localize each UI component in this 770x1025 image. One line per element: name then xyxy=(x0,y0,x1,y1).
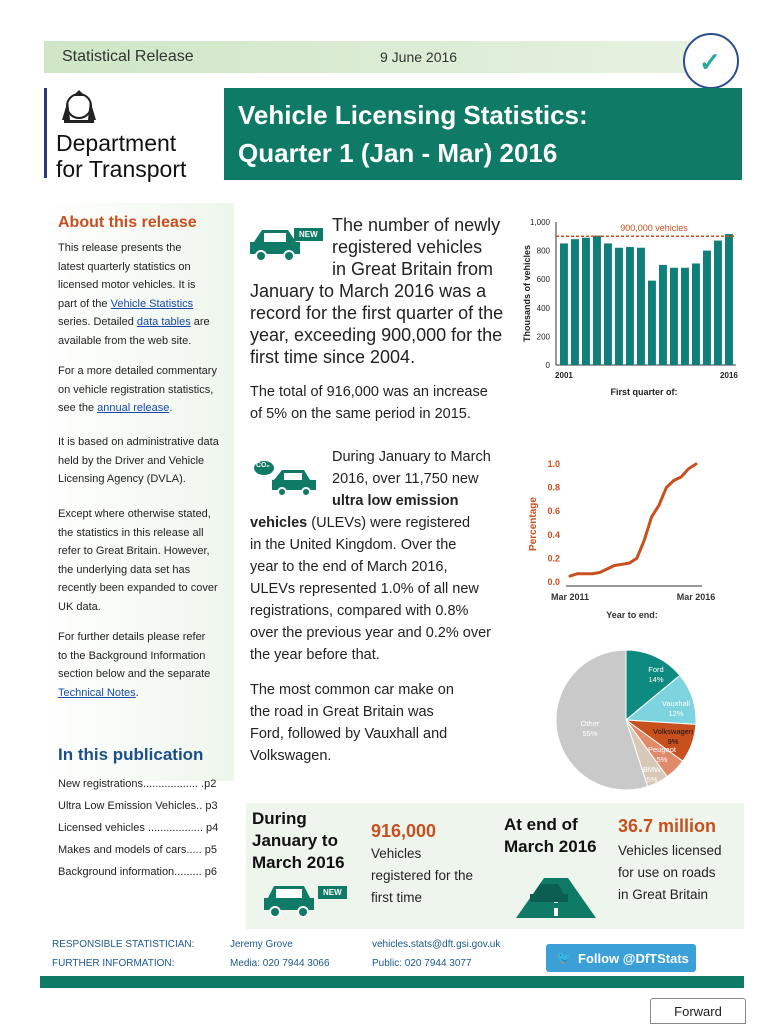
responsible-label: RESPONSIBLE STATISTICIAN: xyxy=(52,939,195,950)
intro-lines-short: The number of newly registered vehicles in Great Britain from xyxy=(332,215,501,279)
national-statistics-logo: ✓ xyxy=(683,33,739,89)
registrations-bar-chart xyxy=(516,208,744,408)
car-icon xyxy=(262,880,318,920)
annual-release-link[interactable]: annual release xyxy=(97,402,170,414)
ulev-line-chart xyxy=(520,452,720,627)
about-paragraph-1: This release presents the latest quarterly statistics on licensed motor vehicles. It is part of the Vehicle Statistics series. Detailed data tables are available from the web site. xyxy=(58,242,210,347)
x-tick-label: 2016 xyxy=(720,371,738,380)
dept-divider xyxy=(44,88,47,178)
reference-label: 900,000 vehicles xyxy=(620,223,688,233)
slice-value-label: 12% xyxy=(668,709,684,718)
y-tick-label: 1.0 xyxy=(547,459,560,469)
car-make-pie-chart xyxy=(548,648,744,796)
media-phone: Media: 020 7944 3066 xyxy=(230,958,330,969)
bar xyxy=(593,236,601,365)
co2-label: CO₂ xyxy=(256,462,270,469)
bar xyxy=(670,268,678,365)
y-tick-label: 0 xyxy=(545,361,550,370)
y-tick-label: 1,000 xyxy=(529,218,550,227)
department-name: Department for Transport xyxy=(56,130,187,182)
bar xyxy=(725,234,733,365)
slice-value-label: 5% xyxy=(656,755,668,764)
x-tick-label: Mar 2016 xyxy=(676,592,716,602)
x-tick-label: Mar 2011 xyxy=(550,592,590,602)
new-badge: NEW xyxy=(294,228,323,241)
bar xyxy=(560,243,568,365)
slice-label: Ford xyxy=(648,665,664,674)
bar xyxy=(692,263,700,365)
ulev-paragraph-top: During January to March 2016, over 11,750 new ultra low emission xyxy=(332,449,491,509)
intro-lines-full: January to March 2016 was a record for the first quarter of the year, exceeding 900,000 for the first time since 2004. xyxy=(250,281,504,367)
summary-left-number: 916,000 xyxy=(371,821,437,841)
bar xyxy=(659,265,667,365)
bar xyxy=(626,247,634,365)
y-tick-label: 800 xyxy=(536,246,550,256)
slice-label: Vauxhall xyxy=(661,699,691,708)
y-tick-label: 600 xyxy=(536,275,550,285)
slice-value-label: 5% xyxy=(646,775,658,784)
summary-right-text: Vehicles licensed for use on roads in Great Britain xyxy=(618,843,722,902)
public-phone: Public: 020 7944 3077 xyxy=(372,958,472,969)
title-line-2: Quarter 1 (Jan - Mar) 2016 xyxy=(238,138,558,168)
summary-left-text: Vehicles registered for the first time xyxy=(371,846,474,905)
toc-item[interactable]: Makes and models of cars..... p5 xyxy=(58,844,217,856)
toc-item[interactable]: New registrations.................. .p2 xyxy=(58,778,217,790)
about-paragraph-3: It is based on administrative data held by the Driver and Vehicle Licensing Agency (DVLA). xyxy=(58,436,219,485)
y-tick-label: 0.4 xyxy=(547,529,560,540)
slice-label: BMW xyxy=(642,765,662,774)
slice-value-label: 14% xyxy=(648,675,664,684)
title-banner xyxy=(224,88,742,180)
y-tick-label: 0.2 xyxy=(547,553,560,564)
release-date: 9 June 2016 xyxy=(380,49,458,65)
further-info-label: FURTHER INFORMATION: xyxy=(52,958,175,969)
car-make-paragraph: The most common car make on the road in Great Britain was Ford, followed by Vauxhall and Volkswagen. xyxy=(250,682,454,764)
twitter-bird-icon: 🐦 xyxy=(556,950,573,965)
y-tick-label: 0.6 xyxy=(547,506,560,517)
new-badge: NEW xyxy=(318,886,347,899)
royal-crest-icon xyxy=(56,86,102,126)
vehicle-statistics-link[interactable]: Vehicle Statistics xyxy=(110,297,194,310)
toc-item[interactable]: Background information......... p6 xyxy=(58,866,217,878)
series-line xyxy=(570,464,696,576)
title-line-1: Vehicle Licensing Statistics: xyxy=(238,100,588,130)
y-axis-label: Percentage xyxy=(528,497,539,551)
footer-bar xyxy=(40,976,744,988)
bar xyxy=(714,241,722,365)
summary-right-heading: At end of March 2016 xyxy=(504,815,597,856)
slice-value-label: 55% xyxy=(582,729,598,738)
summary-left-heading: During January to March 2016 xyxy=(252,809,345,872)
total-paragraph: The total of 916,000 was an increase of 5% on the same period in 2015. xyxy=(250,384,488,422)
slice-label: Volkswagen xyxy=(652,727,694,736)
slice-label: Peugeot xyxy=(648,745,676,754)
toc-item[interactable]: Licensed vehicles .................. p4 xyxy=(58,822,219,834)
slice-value-label: 9% xyxy=(667,737,679,746)
ulev-paragraph-bottom: vehicles (ULEVs) were registered in the United Kingdom. Over the year to the end of March 2016, ULEVs represented 1.0% of all new registrations, compared with 0.8% over the previous year and 0.2% over the year before that. xyxy=(250,515,491,663)
toc-item[interactable]: Ultra Low Emission Vehicles.. p3 xyxy=(58,800,218,812)
technical-notes-link[interactable]: Technical Notes xyxy=(58,686,136,699)
x-axis-label: First quarter of: xyxy=(610,387,678,397)
y-tick-label: 200 xyxy=(536,332,550,342)
bar xyxy=(571,239,579,365)
bar xyxy=(703,251,711,365)
header-bar xyxy=(44,41,694,73)
about-paragraph-2: For a more detailed commentary on vehicle registration statistics, see the annual release. xyxy=(58,365,217,414)
x-tick-label: 2001 xyxy=(555,371,573,380)
road-icon xyxy=(514,874,598,920)
y-axis-label: Thousands of vehicles xyxy=(522,244,532,343)
forward-button[interactable]: Forward xyxy=(650,998,746,1024)
bar xyxy=(615,248,623,365)
release-label: Statistical Release xyxy=(62,48,194,65)
statistician-name: Jeremy Grove xyxy=(230,939,293,950)
x-axis-label: Year to end: xyxy=(606,610,658,620)
in-publication-heading: In this publication xyxy=(58,745,204,764)
y-tick-label: 400 xyxy=(536,303,550,313)
bar xyxy=(582,238,590,365)
bar xyxy=(637,248,645,365)
data-tables-link[interactable]: data tables xyxy=(136,316,191,328)
summary-right-number: 36.7 million xyxy=(618,816,717,836)
slice-label: Other xyxy=(580,719,600,728)
about-paragraph-5: For further details please refer to the Background Information section below and the separate Technical Notes. xyxy=(58,631,211,699)
about-heading: About this release xyxy=(58,214,197,231)
y-tick-label: 0.8 xyxy=(547,482,560,493)
contact-email[interactable]: vehicles.stats@dft.gsi.gov.uk xyxy=(372,939,501,950)
twitter-follow-button[interactable]: 🐦 Follow @DfTStats xyxy=(546,944,696,972)
y-tick-label: 0.0 xyxy=(547,577,560,587)
bar xyxy=(604,243,612,365)
bar xyxy=(648,281,656,365)
about-paragraph-4: Except where otherwise stated, the statistics in this release all refer to Great Britain. However, the underlying data set has recently been expanded to cover UK data. xyxy=(58,508,218,613)
bar xyxy=(681,268,689,365)
